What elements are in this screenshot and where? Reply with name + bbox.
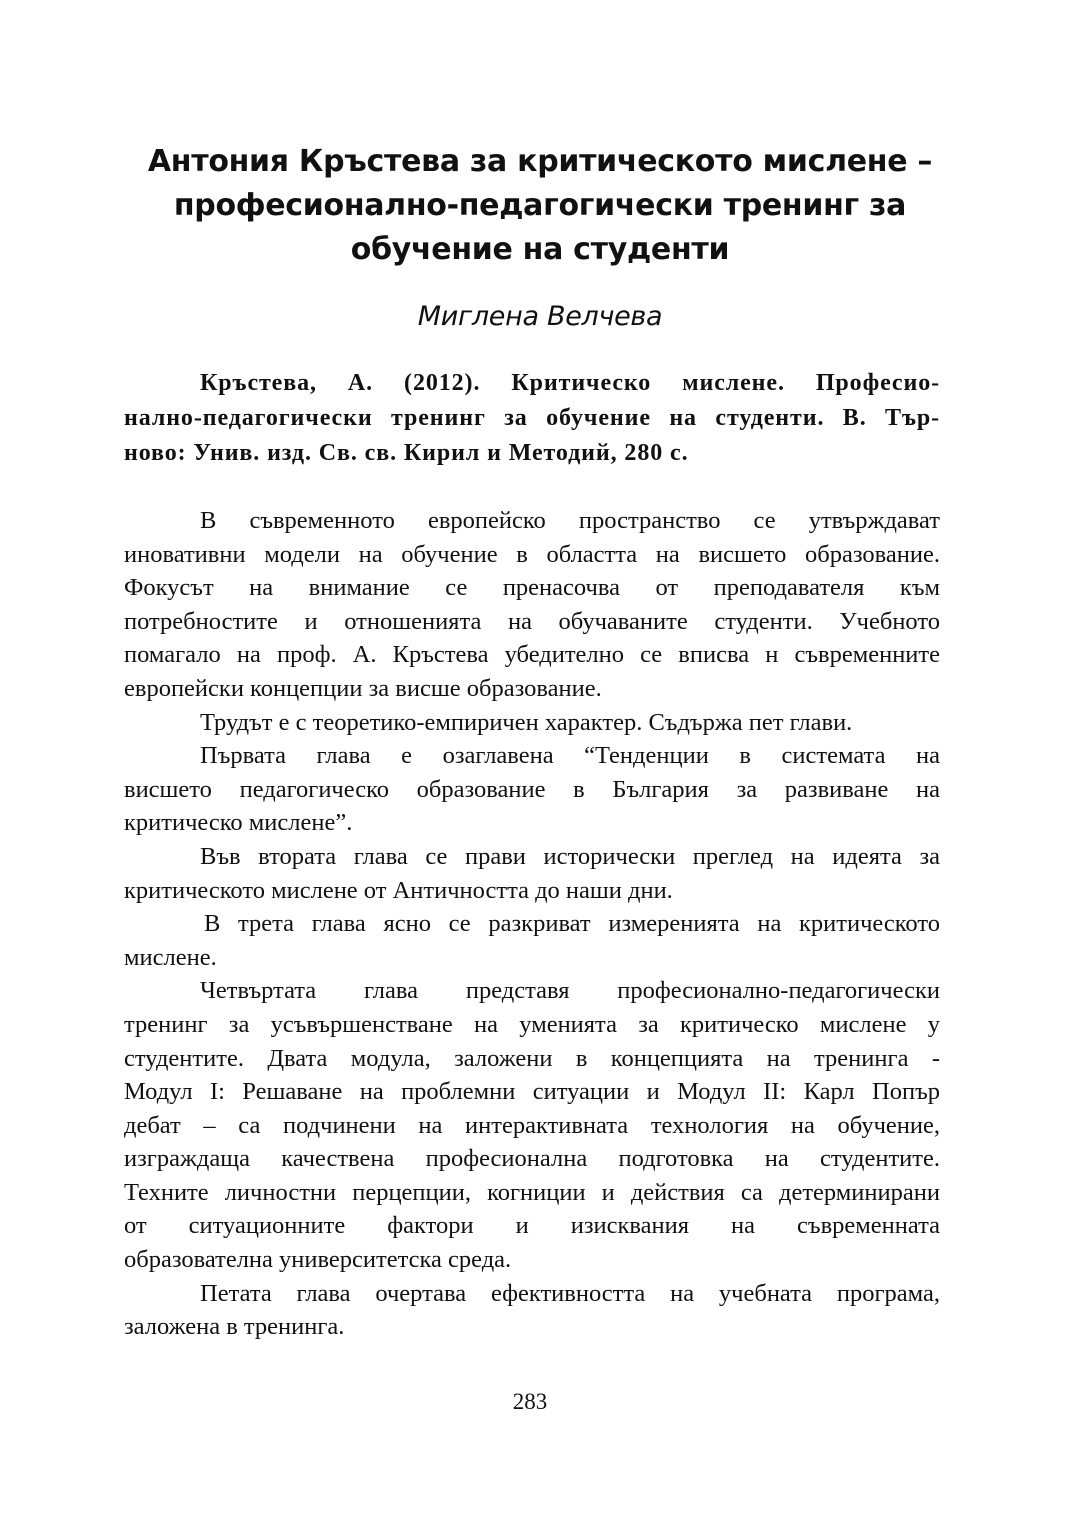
body-line: студентите. Двата модула, заложени в концепцията на тренинга - (124, 1044, 940, 1072)
body-line: В трета глава ясно се разкриват измеренията на критическото (204, 910, 940, 938)
body-line: Четвъртата глава представя професионално-педагогически (200, 977, 940, 1005)
body-line: Трудът е с теоретико-емпиричен характер. Съдържа пет глави. (200, 708, 853, 736)
body-line: Във втората глава се прави исторически преглед на идеята за (200, 842, 940, 870)
body-line: Техните личностни перцепции, когниции и действия са детерминирани (124, 1178, 940, 1206)
body-line: висшето педагогическо образование в България за развиване на (124, 775, 940, 803)
body-line: потребностите и отношенията на обучаваните студенти. Учебното (124, 607, 940, 635)
body-line: заложена в тренинга. (124, 1313, 345, 1341)
page-number: 283 (512, 1389, 548, 1414)
body-line: мислене. (124, 943, 217, 971)
article-body (124, 504, 940, 1344)
body-line: помагало на проф. А. Кръстева убедително се вписва н съвременните (124, 641, 940, 669)
body-line: Първата глава е озаглавена “Тенденции в системата на (200, 742, 940, 770)
body-line: В съвременното европейско пространство се утвърждават (200, 507, 940, 534)
body-line: критическо мислене”. (124, 809, 353, 837)
body-line: критическото мислене от Античността до наши дни. (124, 876, 673, 904)
title-line: обучение на студенти (350, 232, 730, 267)
citation-line: Кръстева, А. (2012). Критическо мислене. Професио- (200, 370, 940, 396)
citation-line: нално-педагогически тренинг за обучение на студенти. В. Тър- (124, 405, 940, 431)
body-line: от ситуационните фактори и изисквания на съвременната (124, 1212, 940, 1240)
body-line: изграждаща качествена професионална подготовка на студентите. (124, 1145, 940, 1173)
body-line: Модул I: Решаване на проблемни ситуации и Модул II: Карл Попър (124, 1078, 940, 1106)
body-line: Фокусът на внимание се пренасочва от преподавателя към (124, 574, 940, 602)
body-line: тренинг за усъвършенстване на уменията за критическо мислене у (124, 1010, 940, 1038)
article-title (120, 140, 960, 272)
citation-line: ново: Унив. изд. Св. св. Кирил и Методий, 280 с. (124, 440, 689, 466)
body-line: образователна университетска среда. (124, 1246, 512, 1274)
body-line: Петата глава очертава ефективността на учебната програма, (200, 1279, 940, 1307)
title-line: Антония Кръстева за критическото мислене – (147, 144, 933, 179)
body-line: европейски концепции за висше образование. (124, 674, 602, 702)
title-line: професионално-педагогически тренинг за (173, 188, 907, 223)
body-line: дебат – са подчинени на интерактивната технология на обучение, (124, 1111, 940, 1139)
author-name: Миглена Велчева (417, 301, 663, 332)
book-citation (124, 366, 940, 471)
body-line: иновативни модели на обучение в областта на висшето образование. (124, 540, 940, 568)
